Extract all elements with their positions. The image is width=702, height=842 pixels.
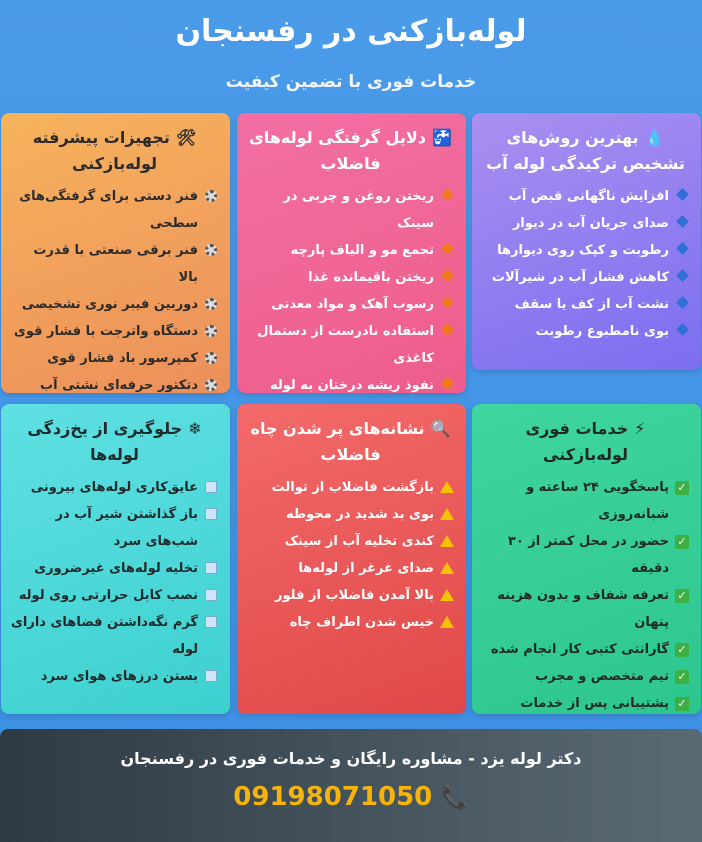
- ice-cube-icon: [205, 481, 217, 493]
- page-title: لوله‌بازکنی در رفسنجان: [175, 14, 527, 49]
- list-item: گرم نگه‌داشتن فضاهای دارای لوله: [11, 609, 218, 663]
- card-list: [11, 183, 218, 399]
- card-freeze-prevention: [1, 404, 230, 714]
- list-item: بازگشت فاضلاب از توالت: [247, 474, 454, 501]
- list-item: نشت آب از کف یا سقف: [482, 291, 689, 318]
- card-list: [247, 474, 454, 636]
- gear-icon: [205, 325, 217, 337]
- card-title: 🛠تجهیزات پیشرفته لوله‌بازکنی: [11, 125, 218, 177]
- card-advanced-equipment: [1, 113, 230, 393]
- list-item: رطوبت و کپک روی دیوارها: [482, 237, 689, 264]
- check-icon: ✓: [675, 589, 689, 603]
- check-icon: ✓: [675, 535, 689, 549]
- list-item: ریختن روغن و چربی در سینک: [247, 183, 454, 237]
- ice-cube-icon: [205, 589, 217, 601]
- diamond-bullet-icon: [441, 188, 454, 201]
- gear-icon: [205, 379, 217, 391]
- card-title: 🔍نشانه‌های پر شدن چاه فاضلاب: [247, 416, 454, 468]
- card-list: [482, 183, 689, 345]
- warning-icon: [440, 481, 454, 493]
- card-leak-detection: [472, 113, 701, 370]
- card-drain-clog-causes: [237, 113, 466, 393]
- faucet-icon: 🚰: [431, 128, 452, 147]
- list-item: بستن درزهای هوای سرد: [11, 663, 218, 690]
- list-item: ✓ حضور در محل کمتر از ۳۰ دقیقه: [482, 528, 689, 582]
- list-item: تجمع مو و الیاف پارچه: [247, 237, 454, 264]
- water-drop-icon: 💧: [644, 128, 665, 147]
- warning-icon: [440, 589, 454, 601]
- gear-icon: [205, 298, 217, 310]
- tools-icon: 🛠: [175, 128, 197, 147]
- diamond-bullet-icon: [441, 242, 454, 255]
- list-item: افزایش ناگهانی قبض آب: [482, 183, 689, 210]
- list-item: بالا آمدن فاضلاب از فلور: [247, 582, 454, 609]
- list-item: فنر برقی صنعتی با قدرت بالا: [11, 237, 218, 291]
- ice-cube-icon: [205, 670, 217, 682]
- magnifier-icon: 🔍: [430, 419, 451, 438]
- snowflake-icon: ❄: [188, 419, 202, 438]
- card-title: ❄جلوگیری از یخ‌زدگی لوله‌ها: [11, 416, 218, 468]
- list-item: بوی نامطبوع رطوبت: [482, 318, 689, 345]
- diamond-bullet-icon: [676, 188, 689, 201]
- list-item: کندی تخلیه آب از سینک: [247, 528, 454, 555]
- ice-cube-icon: [205, 508, 217, 520]
- list-item: تخلیه لوله‌های غیرضروری: [11, 555, 218, 582]
- list-item: ریختن باقیمانده غذا: [247, 264, 454, 291]
- check-icon: ✓: [675, 670, 689, 684]
- diamond-bullet-icon: [441, 269, 454, 282]
- warning-icon: [440, 508, 454, 520]
- card-emergency-services: [472, 404, 701, 714]
- warning-icon: [440, 535, 454, 547]
- diamond-bullet-icon: [441, 296, 454, 309]
- phone-number[interactable]: 09198071050: [233, 782, 433, 812]
- lightning-icon: ⚡: [634, 419, 646, 438]
- list-item: صدای جریان آب در دیوار: [482, 210, 689, 237]
- card-list: [247, 183, 454, 399]
- list-item: دستگاه واترجت با فشار قوی: [11, 318, 218, 345]
- card-list: [11, 474, 218, 690]
- list-item: کاهش فشار آب در شیرآلات: [482, 264, 689, 291]
- phone-icon: 📞: [441, 786, 469, 811]
- list-item: ✓ تعرفه شفاف و بدون هزینه پنهان: [482, 582, 689, 636]
- list-item: خیس شدن اطراف چاه: [247, 609, 454, 636]
- gear-icon: [205, 352, 217, 364]
- list-item: بوی بد شدید در محوطه: [247, 501, 454, 528]
- list-item: ✓ گارانتی کتبی کار انجام شده: [482, 636, 689, 663]
- card-title: 💧بهترین روش‌های تشخیص ترکیدگی لوله آب: [482, 125, 689, 177]
- card-title: 🚰دلایل گرفتگی لوله‌های فاضلاب: [247, 125, 454, 177]
- check-icon: ✓: [675, 643, 689, 657]
- list-item: ✓ تیم متخصص و مجرب: [482, 663, 689, 690]
- diamond-bullet-icon: [676, 242, 689, 255]
- list-item: عایق‌کاری لوله‌های بیرونی: [11, 474, 218, 501]
- diamond-bullet-icon: [676, 296, 689, 309]
- gear-icon: [205, 190, 217, 202]
- check-icon: ✓: [675, 697, 689, 711]
- diamond-bullet-icon: [676, 215, 689, 228]
- list-item: رسوب آهک و مواد معدنی: [247, 291, 454, 318]
- phone-number-link[interactable]: [0, 782, 702, 812]
- ice-cube-icon: [205, 616, 217, 628]
- list-item: نفوذ ریشه درختان به لوله: [247, 372, 454, 399]
- list-item: صدای غرغر از لوله‌ها: [247, 555, 454, 582]
- gear-icon: [205, 244, 217, 256]
- list-item: استفاده نادرست از دستمال کاغذی: [247, 318, 454, 372]
- check-icon: ✓: [675, 481, 689, 495]
- diamond-bullet-icon: [441, 377, 454, 390]
- footer-text: دکتر لوله یزد - مشاوره رایگان و خدمات فوری در رفسنجان: [120, 749, 582, 768]
- diamond-bullet-icon: [676, 269, 689, 282]
- warning-icon: [440, 562, 454, 574]
- list-item: ✓ پشتیبانی پس از خدمات: [482, 690, 689, 717]
- card-list: [482, 474, 689, 717]
- list-item: دوربین فیبر نوری تشخیصی: [11, 291, 218, 318]
- list-item: فنر دستی برای گرفتگی‌های سطحی: [11, 183, 218, 237]
- list-item: کمپرسور باد فشار قوی: [11, 345, 218, 372]
- card-septic-full-signs: [237, 404, 466, 714]
- page-subtitle: خدمات فوری با تضمین کیفیت: [225, 72, 477, 92]
- warning-icon: [440, 616, 454, 628]
- list-item: نصب کابل حرارتی روی لوله: [11, 582, 218, 609]
- card-title: ⚡خدمات فوری لوله‌بازکنی: [482, 416, 689, 468]
- diamond-bullet-icon: [441, 323, 454, 336]
- diamond-bullet-icon: [676, 323, 689, 336]
- ice-cube-icon: [205, 562, 217, 574]
- list-item: ✓ پاسخگویی ۲۴ ساعته و شبانه‌روزی: [482, 474, 689, 528]
- list-item: باز گذاشتن شیر آب در شب‌های سرد: [11, 501, 218, 555]
- list-item: دتکتور حرفه‌ای نشتی آب: [11, 372, 218, 399]
